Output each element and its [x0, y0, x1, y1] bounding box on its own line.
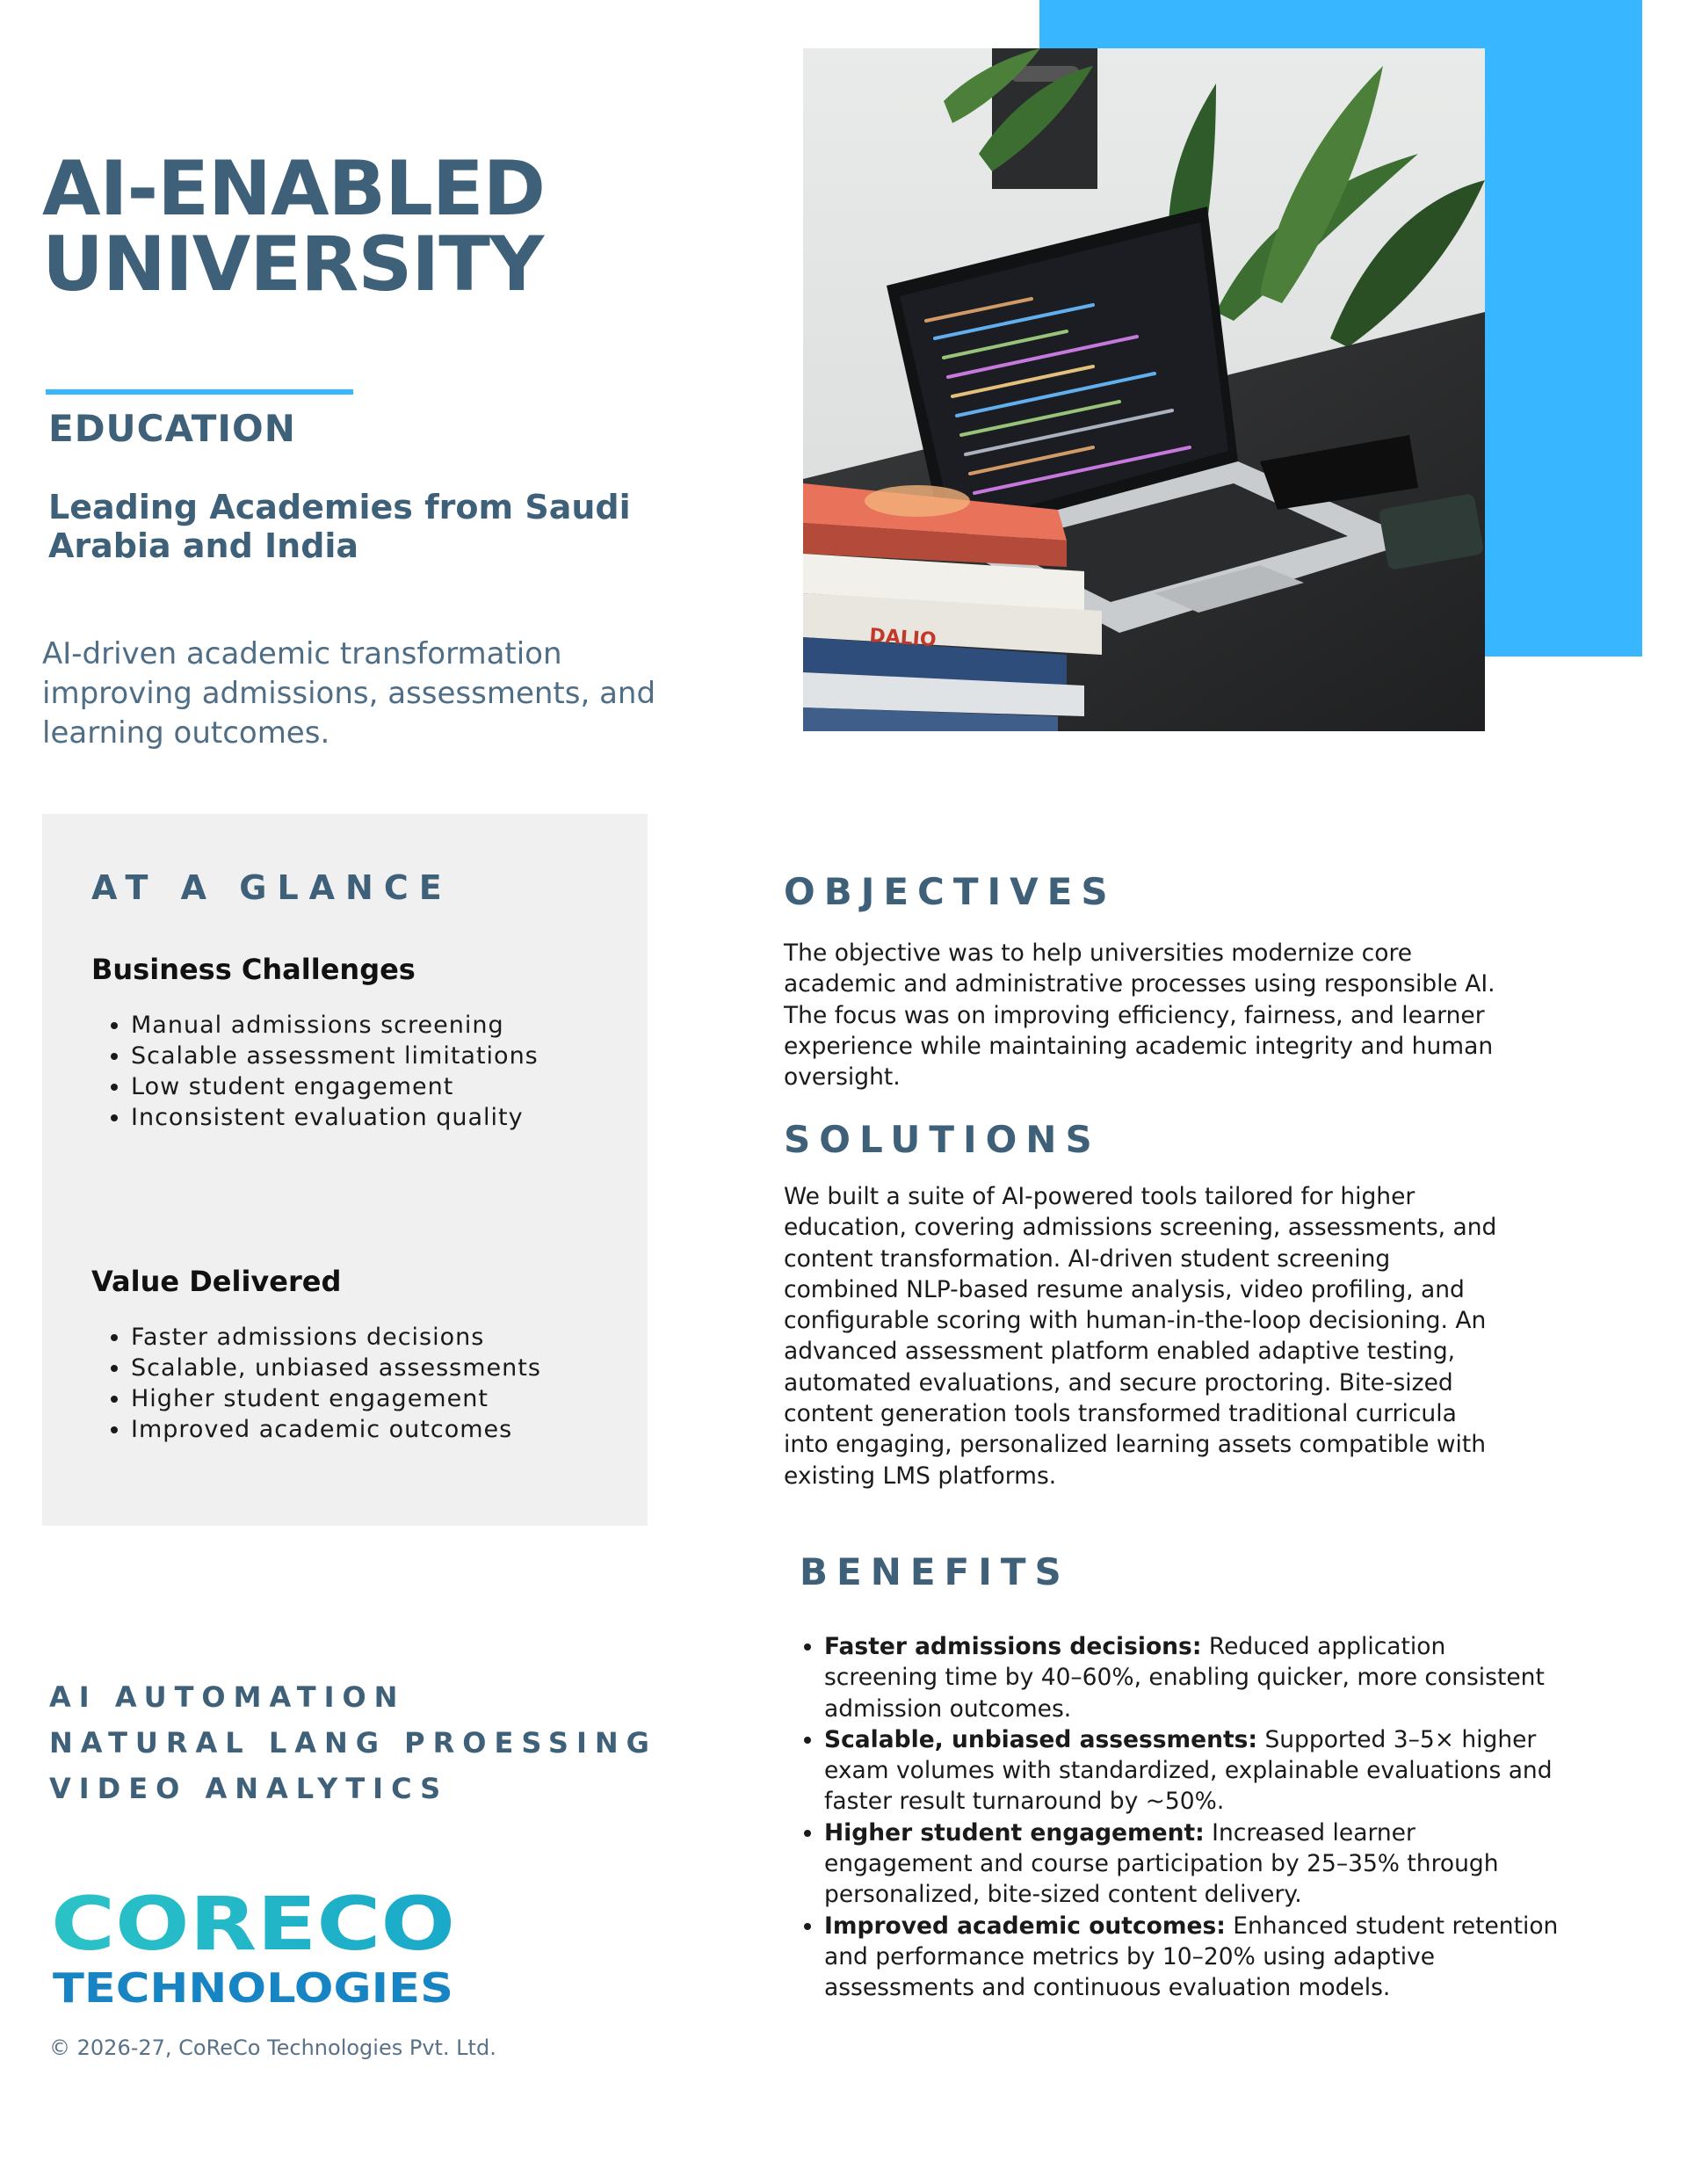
benefit-item [824, 1724, 1562, 1818]
value-heading: Value Delivered [91, 1265, 342, 1298]
list-item: • Faster admissions decisions [131, 1322, 658, 1353]
logo-line-2: TECHNOLOGIES [53, 1964, 453, 2010]
benefits-list [793, 1631, 1562, 2004]
client-label: Leading Academies from Saudi Arabia and India [48, 488, 631, 565]
benefit-item [824, 1631, 1562, 1724]
benefit-item [824, 1911, 1562, 2004]
logo-line-1: CORECO [51, 1883, 455, 1967]
title-divider [46, 389, 353, 395]
list-item: • Improved academic outcomes [131, 1414, 658, 1445]
glance-title: AT A GLANCE [91, 868, 453, 907]
page-title [42, 145, 546, 308]
list-item: • Low student engagement [131, 1071, 658, 1102]
list-item: • Higher student engagement [131, 1383, 658, 1414]
list-item: • Manual admissions screening [131, 1010, 658, 1041]
benefit-text: Enhanced student retention and performance metrics by 10–20% using adaptive assessments and continuous evaluation models. [824, 1912, 1559, 2002]
challenges-heading: Business Challenges [91, 953, 416, 986]
book-spine-label: DALIO [868, 625, 938, 652]
benefit-label: Faster admissions decisions: [824, 1633, 1202, 1660]
benefits-title: BENEFITS [800, 1550, 1070, 1593]
benefit-text: Reduced application screening time by 40–60%, enabling quicker, more consistent admission outcomes. [824, 1633, 1545, 1723]
challenges-list [91, 1010, 658, 1133]
hero-image [803, 48, 1485, 731]
technology-tags [49, 1674, 657, 1811]
copyright: © 2026-27, CoReCo Technologies Pvt. Ltd. [49, 2035, 496, 2060]
sector-label: EDUCATION [48, 407, 296, 450]
benefit-text: Increased learner engagement and course participation by 25–35% through personalized, bite-sized content delivery. [824, 1818, 1499, 1909]
title-line-1: AI-ENABLED [42, 145, 546, 233]
coreco-logo-mark [49, 1883, 462, 2010]
value-list [91, 1322, 658, 1445]
laptop-desk-illustration [803, 48, 1485, 731]
benefit-item [824, 1818, 1562, 1911]
benefit-label: Improved academic outcomes: [824, 1912, 1226, 1940]
list-item: • Scalable, unbiased assessments [131, 1353, 658, 1383]
list-item: • Inconsistent evaluation quality [131, 1102, 658, 1133]
objectives-text: The objective was to help universities modernize core academic and administrative processes using responsible AI. The focus was on improving efficiency, fairness, and learner experience while maintaining academic integrity and human oversight. [784, 940, 1495, 1092]
benefit-label: Higher student engagement: [824, 1818, 1205, 1847]
solutions-title: SOLUTIONS [784, 1118, 1101, 1161]
benefit-label: Scalable, unbiased assessments: [824, 1725, 1258, 1753]
tag: VIDEO ANALYTICS [49, 1772, 449, 1805]
intro-text: AI-driven academic transformation improving admissions, assessments, and learning outcomes. [42, 636, 656, 751]
at-a-glance-panel [42, 814, 648, 1526]
tag: NATURAL LANG PROESSING [49, 1726, 657, 1760]
objectives-title: OBJECTIVES [784, 870, 1117, 913]
title-line-2: UNIVERSITY [42, 221, 544, 308]
solutions-text: We built a suite of AI-powered tools tailored for higher education, covering admissions screening, assessments, and content transformation. AI-driven student screening combined NLP-based resume analysis, video profiling, and configurable scoring with human-in-the-loop decisioning. An advanced assessment platform enabled adaptive testing, automated evaluations, and secure proctoring. Bite-sized content generation tools transformed traditional curricula into engaging, personalized learning assets compatible with existing LMS platforms. [784, 1183, 1497, 1490]
tag: AI AUTOMATION [49, 1680, 406, 1714]
benefit-text: Supported 3–5× higher exam volumes with standardized, explainable evaluations and faster result turnaround by ~50%. [824, 1725, 1553, 1816]
list-item: • Scalable assessment limitations [131, 1041, 658, 1071]
company-logo [49, 1883, 462, 2010]
